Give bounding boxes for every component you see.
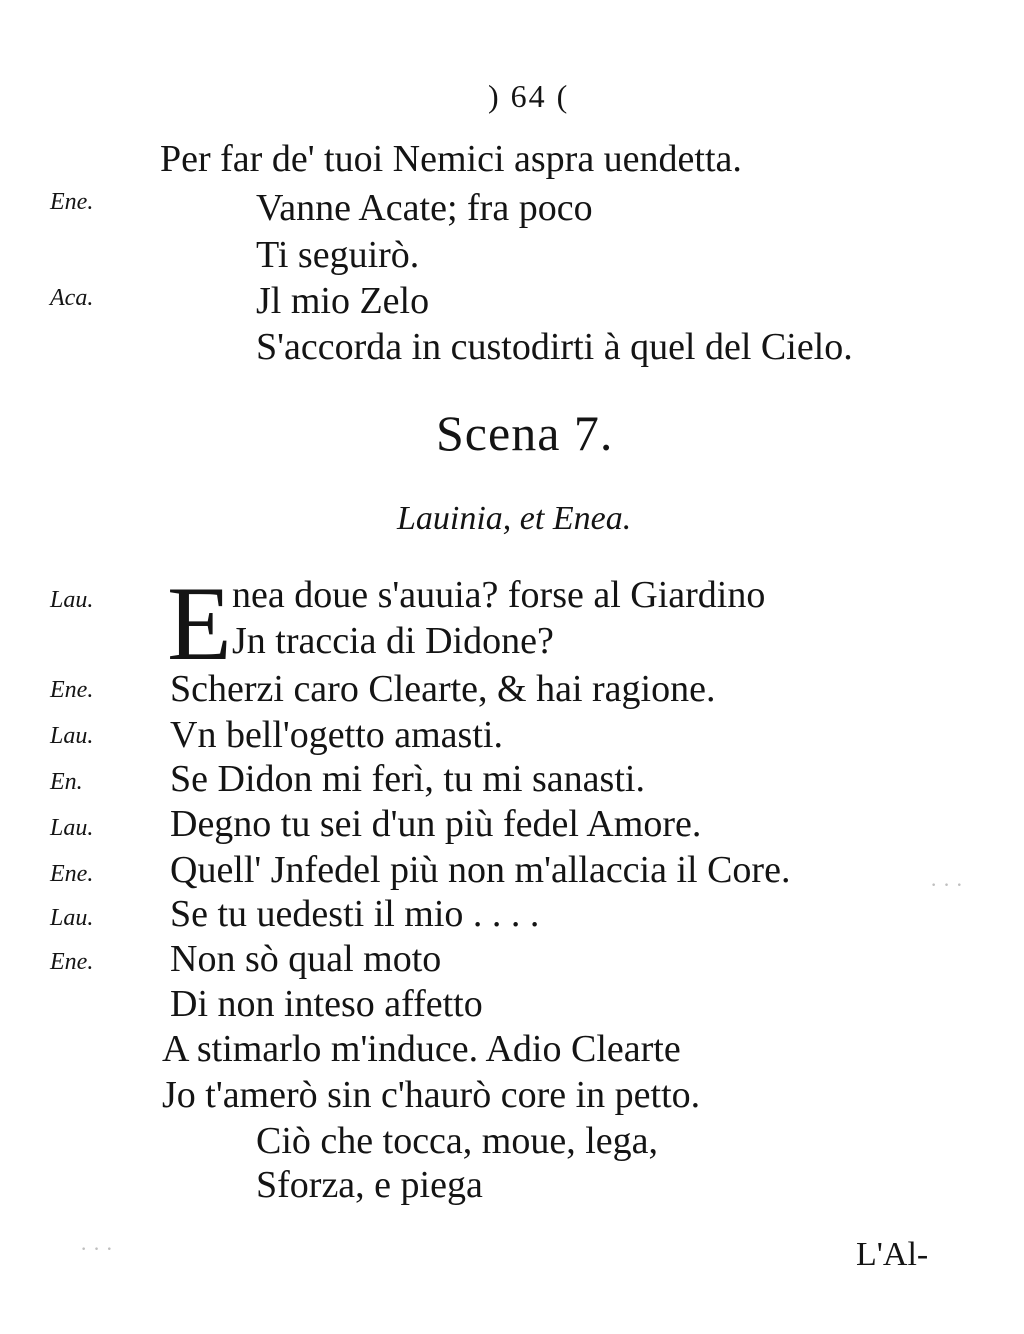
catchword: L'Al- bbox=[856, 1236, 929, 1273]
ink-smudge: · · · bbox=[930, 872, 963, 897]
speaker-label: Ene. bbox=[50, 677, 94, 703]
verse-line: Jo t'amerò sin c'haurò core in petto. bbox=[162, 1074, 701, 1116]
drop-capital: E bbox=[167, 565, 232, 682]
speaker-label: Aca. bbox=[50, 285, 94, 311]
scene-title: Scena 7. bbox=[436, 405, 614, 461]
verse-line: Non sò qual moto bbox=[170, 938, 442, 980]
verse-line: Jl mio Zelo bbox=[256, 280, 430, 322]
verse-line: Sforza, e piega bbox=[256, 1164, 483, 1206]
speaker-label: Ene. bbox=[50, 189, 94, 215]
verse-line: Quell' Jnfedel più non m'allaccia il Core. bbox=[170, 849, 791, 891]
verse-line: Scherzi caro Clearte, & hai ragione. bbox=[170, 668, 716, 710]
verse-line: Per far de' tuoi Nemici aspra uendetta. bbox=[160, 138, 742, 180]
verse-line: Vanne Acate; fra poco bbox=[256, 187, 593, 229]
speaker-label: Ene. bbox=[50, 861, 94, 887]
verse-line: Ciò che tocca, moue, lega, bbox=[256, 1120, 659, 1162]
verse-line: Ti seguirò. bbox=[256, 234, 420, 276]
speaker-label: Lau. bbox=[50, 587, 94, 613]
speaker-label: Ene. bbox=[50, 949, 94, 975]
verse-line: Se Didon mi ferì, tu mi sanasti. bbox=[170, 758, 645, 800]
speaker-label: Lau. bbox=[50, 905, 94, 931]
verse-line: S'accorda in custodirti à quel del Cielo. bbox=[256, 326, 853, 368]
verse-line: Vn bell'ogetto amasti. bbox=[170, 714, 503, 756]
page-number: ) 64 ( bbox=[488, 78, 570, 114]
verse-line: Jn traccia di Didone? bbox=[232, 620, 554, 662]
speaker-label: Lau. bbox=[50, 815, 94, 841]
verse-line: Di non inteso affetto bbox=[170, 983, 483, 1025]
verse-line: A stimarlo m'induce. Adio Clearte bbox=[162, 1028, 681, 1070]
ink-smudge: · · · bbox=[80, 1236, 113, 1261]
verse-line: Se tu uedesti il mio . . . . bbox=[170, 893, 540, 935]
verse-line: Degno tu sei d'un più fedel Amore. bbox=[170, 803, 702, 845]
verse-line: nea doue s'auuia? forse al Giardino bbox=[232, 574, 766, 616]
scene-characters: Lauinia, et Enea. bbox=[397, 500, 632, 537]
speaker-label: En. bbox=[50, 769, 83, 795]
speaker-label: Lau. bbox=[50, 723, 94, 749]
